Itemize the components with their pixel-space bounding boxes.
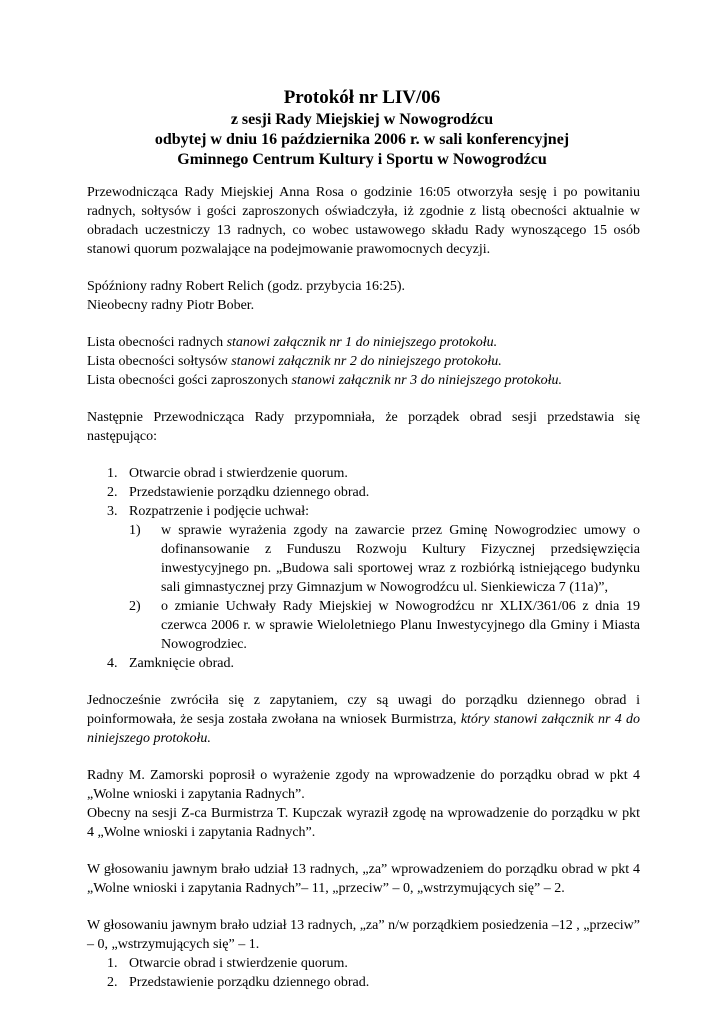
vote-2: W głosowaniu jawnym brało udział 13 radnych, „za” n/w porządkiem posiedzenia –12 , „przeciw” – 0, „wstrzymujących się” – 1. <box>87 918 640 952</box>
agenda-intro: Następnie Przewodnicząca Rady przypomniała, że porządek obrad sesji przedstawia się następująco: <box>87 410 640 444</box>
agenda-subitem: 1) w sprawie wyrażenia zgody na zawarcie przez Gminę Nowogrodziec umowy o dofinansowanie z Funduszu Rozwoju Kultury Fizycznej przedsięwzięcia inwestycyjnego pn. „Budowa sali sportowej wraz z rozbiórką istniejącego budynku sali gimnastycznej przy Gimnazjum w Nowogrodźcu ul. Sienkiewicza 7 (11a)”, <box>129 523 640 595</box>
document-title: Protokół nr LIV/06 <box>283 87 441 108</box>
attachment-2: Lista obecności sołtysów stanowi załącznik nr 2 do niniejszego protokołu. <box>87 354 502 369</box>
agenda-item: 4. Zamknięcie obrad. <box>107 656 234 671</box>
agenda-item: 2. Przedstawienie porządku dziennego obrad. <box>107 975 370 990</box>
agenda-item: 3. Rozpatrzenie i podjęcie uchwał: <box>107 504 309 519</box>
agenda-item: 1. Otwarcie obrad i stwierdzenie quorum. <box>107 466 348 481</box>
title-line-2: z sesji Rady Miejskiej w Nowogrodźcu <box>230 111 494 128</box>
zamorski-request: Radny M. Zamorski poprosił o wyrażenie zgody na wprowadzenie do porządku obrad w pkt 4 „Wolne wnioski i zapytania Radnych”. <box>87 768 640 802</box>
attendance-list <box>87 333 640 390</box>
opening-paragraph: Przewodnicząca Rady Miejskiej Anna Rosa o godzinie 16:05 otworzyła sesję i po powitaniu radnych, sołtysów i gości zaproszonych oświadczyła, iż zgodnie z listą obecności aktualnie w obradach uczestniczy 13 radnych, co wobec ustawowego składu Rady wynoszącego 15 osób stanowi quorum pozwalające na podejmowanie prawomocnych decyzji. <box>87 185 640 257</box>
final-agenda-list <box>87 954 640 992</box>
absent-councillor: Nieobecny radny Piotr Bober. <box>87 298 255 313</box>
agenda-question-paragraph: Jednocześnie zwróciła się z zapytaniem, czy są uwagi do porządku dziennego obrad i poinformowała, że sesja została zwołana na wniosek Burmistrza, który stanowi załącznik nr 4 do niniejszego protokołu. <box>87 693 640 746</box>
attachment-3: Lista obecności gości zaproszonych stanowi załącznik nr 3 do niniejszego protokołu. <box>87 373 563 388</box>
late-councillor: Spóźniony radny Robert Relich (godz. przybycia 16:25). <box>87 279 406 294</box>
agenda-subitem: 2) o zmianie Uchwały Rady Miejskiej w Nowogrodźcu nr XLIX/361/06 z dnia 19 czerwca 2006 r. w sprawie Wieloletniego Planu Inwestycyjnego dla Gminy i Miasta Nowogrodziec. <box>129 599 640 652</box>
title-line-4: Gminnego Centrum Kultury i Sportu w Nowogrodźcu <box>177 151 547 168</box>
title-line-3: odbytej w dniu 16 października 2006 r. w sali konferencyjnej <box>154 131 570 148</box>
vote-1: W głosowaniu jawnym brało udział 13 radnych, „za” wprowadzeniem do porządku obrad w pkt 4 „Wolne wnioski i zapytania Radnych”– 11, „przeciw” – 0, „wstrzymujących się” – 2. <box>87 862 640 896</box>
attachment-1: Lista obecności radnych stanowi załącznik nr 1 do niniejszego protokołu. <box>87 335 498 350</box>
agenda-item: 2. Przedstawienie porządku dziennego obrad. <box>107 485 370 500</box>
agenda-item: 1. Otwarcie obrad i stwierdzenie quorum. <box>107 956 348 971</box>
agenda-list <box>87 464 640 673</box>
kupczak-consent: Obecny na sesji Z-ca Burmistrza T. Kupczak wyraził zgodę na wprowadzenie do porządku w pkt 4 „Wolne wnioski i zapytania Radnych”. <box>87 806 640 840</box>
document-body <box>87 183 640 992</box>
